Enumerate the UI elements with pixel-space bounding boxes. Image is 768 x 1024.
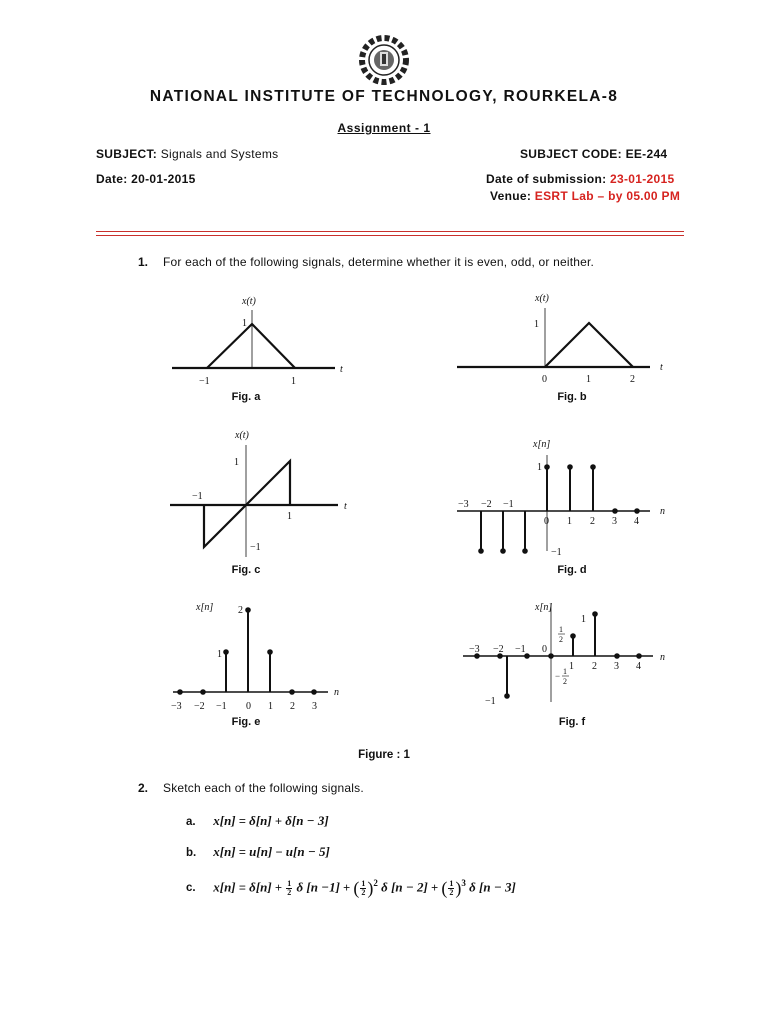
fig-f-label: Fig. f (558, 716, 586, 728)
q2-a-t1: δ[n] (249, 813, 272, 828)
q2-c-frac-2: $\frac{1}{2}$ (361, 879, 366, 897)
fig-b-signal (545, 323, 633, 367)
fig-f-half-den: 2 (559, 635, 563, 644)
fig-a-ylabel: x(t) (242, 296, 256, 307)
venue-value: ESRT Lab – by 05.00 PM (534, 189, 681, 203)
subject-value: Signals and Systems (160, 147, 279, 161)
fig-e-sample (223, 649, 229, 655)
fig-f-minus: − (555, 671, 561, 681)
fig-d-sample (478, 548, 484, 554)
fig-e-tick-2: 2 (290, 701, 295, 712)
assignment-heading: Assignment - 1 (337, 121, 431, 135)
fig-d-plot (455, 433, 670, 563)
fig-e-val-1: 1 (217, 649, 222, 660)
fig-c-ytick-neg: −1 (250, 542, 261, 553)
q2-item-a (186, 813, 329, 829)
q2-b-minus: − (275, 845, 283, 859)
fig-b-ylabel: x(t) (535, 293, 549, 304)
fig-e-tick-m1: −1 (216, 701, 227, 712)
fig-a-xvar: t (340, 364, 343, 375)
fig-d-tick-m3: −3 (458, 499, 469, 510)
q2-a-label: a. (186, 816, 196, 828)
q2-c-t1: δ[n] (249, 879, 272, 895)
fig-d-tick-1: 1 (567, 516, 572, 527)
header-rule (96, 231, 684, 232)
q2-a-lhs: x[n] (213, 813, 236, 828)
venue-line (490, 189, 680, 203)
institute-title: NATIONAL INSTITUTE OF TECHNOLOGY, ROURKELA-8 (149, 88, 619, 105)
q2-c-frac-1: $\frac{1}{2}$ (287, 879, 292, 897)
fig-e-tick-1: 1 (268, 701, 273, 712)
fig-d-label: Fig. d (557, 564, 587, 576)
fig-b-tick-2: 2 (630, 374, 635, 385)
q2-b-lhs: x[n] (213, 844, 236, 859)
fig-c-tick-neg: −1 (192, 491, 203, 502)
fig-f-ylabel: x[n] (535, 602, 553, 613)
fig-e-label: Fig. e (231, 716, 261, 728)
fig-c-plot (168, 425, 358, 560)
fig-e-sample (311, 689, 317, 695)
fig-f-val-1: 1 (581, 614, 586, 625)
fig-f-tick-m3: −3 (469, 644, 480, 655)
fig-d-tick-4: 4 (634, 516, 639, 527)
q2-c-t4: δ [n − 3] (469, 879, 516, 895)
fig-f-sample (548, 653, 554, 659)
fig-e-tick-3: 3 (312, 701, 317, 712)
fig-e-val-2: 2 (238, 605, 243, 616)
fig-e-tick-m2: −2 (194, 701, 205, 712)
fig-a-label: Fig. a (231, 391, 261, 403)
fig-f-tick-3: 3 (614, 661, 619, 672)
q2-c-pow-3: 3 (461, 878, 466, 889)
fig-c-ytick-pos: 1 (234, 457, 239, 468)
fig-e-plot (168, 596, 353, 716)
q2-b-t2: u[n − 5] (285, 844, 330, 859)
q2-b-t1: u[n] (249, 844, 273, 859)
fig-d-sample (500, 548, 506, 554)
q2-a-plus: + (274, 814, 282, 828)
q2-c-pow-2: 2 (373, 878, 378, 889)
date-value: 20-01-2015 (131, 172, 196, 186)
q2-number: 2. (138, 781, 149, 795)
date-label: Date: (96, 172, 128, 186)
fig-f-half-num: 1 (559, 625, 563, 634)
submission-value: 23-01-2015 (610, 172, 675, 186)
fig-d-xvar: n (660, 506, 665, 517)
fig-d-tick-0: 0 (544, 516, 549, 527)
fig-c-tick-pos: 1 (287, 511, 292, 522)
fig-b-plot (455, 288, 670, 388)
q2-c-frac-3: $\frac{1}{2}$ (449, 879, 454, 897)
fig-d-ytick-pos: 1 (537, 462, 542, 473)
fig-e-tick-0: 0 (246, 701, 251, 712)
fig-a-tick-pos: 1 (291, 376, 296, 387)
q2-item-b (186, 844, 330, 860)
fig-a-tick-neg: −1 (199, 376, 210, 387)
institute-logo (358, 34, 410, 86)
fig-b-xvar: t (660, 362, 663, 373)
fig-e-xvar: n (334, 687, 339, 698)
fig-e-sample (289, 689, 295, 695)
fig-f-sample (504, 693, 510, 699)
subject-label: SUBJECT: (96, 147, 158, 161)
q2-text: Sketch each of the following signals. (163, 781, 364, 795)
fig-f-sample (614, 653, 620, 659)
fig-e-tick-m3: −3 (171, 701, 182, 712)
fig-d-ytick-neg: −1 (551, 547, 562, 558)
submission-line (486, 172, 674, 186)
fig-d-sample (612, 508, 618, 514)
fig-f-neg-half-den: 2 (563, 677, 567, 686)
fig-e-sample (200, 689, 206, 695)
fig-a-signal (207, 324, 295, 368)
q2-a-t2: δ[n − 3] (285, 813, 329, 828)
fig-d-tick-2: 2 (590, 516, 595, 527)
q2-item-c: c. x[n] = δ[n] + $\frac{1}{2}$ δ [n −1] + ( $\frac{1}{2}$ )$^2$ δ [n − 2] + ( $\frac{1}{2}$ )$^3$ δ [n − 3] (186, 878, 516, 898)
code-value: EE-244 (625, 147, 668, 161)
fig-a-plot (170, 290, 355, 390)
fig-c-xvar: t (344, 501, 347, 512)
fig-d-tick-m1: −1 (503, 499, 514, 510)
fig-c-label: Fig. c (231, 564, 261, 576)
code-label: SUBJECT CODE: (520, 147, 622, 161)
q2-b-eq: = (238, 845, 246, 859)
fig-d-tick-3: 3 (612, 516, 617, 527)
fig-b-tick-1: 1 (586, 374, 591, 385)
fig-f-sample (570, 633, 576, 639)
q2-c-t3: δ [n − 2] (381, 879, 428, 895)
fig-f-tick-0: 0 (542, 644, 547, 655)
fig-f-sample (636, 653, 642, 659)
q1-text: For each of the following signals, determine whether it is even, odd, or neither. (163, 255, 595, 269)
date-line (96, 172, 196, 186)
fig-e-sample (177, 689, 183, 695)
q2-c-label: c. (186, 882, 196, 895)
header-rule-thin (96, 235, 684, 236)
fig-d-sample (544, 464, 550, 470)
q2-c-plus-1: + (274, 880, 282, 895)
q2-c-eq: = (238, 880, 246, 895)
subject-code-line (520, 147, 667, 161)
fig-d-sample (522, 548, 528, 554)
fig-c-ylabel: x(t) (235, 430, 249, 441)
fig-e-sample (245, 607, 251, 613)
subject-line (96, 147, 278, 161)
q1-number: 1. (138, 255, 149, 269)
fig-e-sample (267, 649, 273, 655)
fig-f-xvar: n (660, 652, 665, 663)
q2-c-lhs: x[n] (213, 879, 236, 895)
fig-e-stems (177, 607, 317, 695)
fig-b-tick-0: 0 (542, 374, 547, 385)
fig-f-stems (474, 611, 642, 699)
fig-f-plot (455, 596, 670, 716)
fig-d-sample (634, 508, 640, 514)
fig-f-tick-1: 1 (569, 661, 574, 672)
fig-f-sample (592, 611, 598, 617)
fig-f-tick-m2: −2 (493, 644, 504, 655)
fig-a-ytick: 1 (242, 318, 247, 329)
fig-e-ylabel: x[n] (196, 602, 214, 613)
fig-d-tick-m2: −2 (481, 499, 492, 510)
submission-label: Date of submission: (486, 172, 607, 186)
venue-label: Venue: (490, 189, 532, 203)
fig-d-ylabel: x[n] (533, 439, 551, 450)
q2-c-plus-2: + (343, 880, 351, 895)
q2-b-label: b. (186, 847, 197, 859)
q2-c-t2: δ [n −1] (296, 879, 340, 895)
fig-f-tick-4: 4 (636, 661, 641, 672)
fig-d-sample (590, 464, 596, 470)
fig-f-val-m1: −1 (485, 696, 496, 707)
fig-f-tick-2: 2 (592, 661, 597, 672)
fig-d-sample (567, 464, 573, 470)
q2-a-eq: = (238, 814, 246, 828)
q2-c-plus-3: + (431, 880, 439, 895)
fig-f-neg-half-num: 1 (563, 667, 567, 676)
fig-f-tick-m1: −1 (515, 644, 526, 655)
fig-b-label: Fig. b (557, 391, 587, 403)
figure-caption: Figure : 1 (358, 749, 410, 761)
fig-b-ytick: 1 (534, 319, 539, 330)
